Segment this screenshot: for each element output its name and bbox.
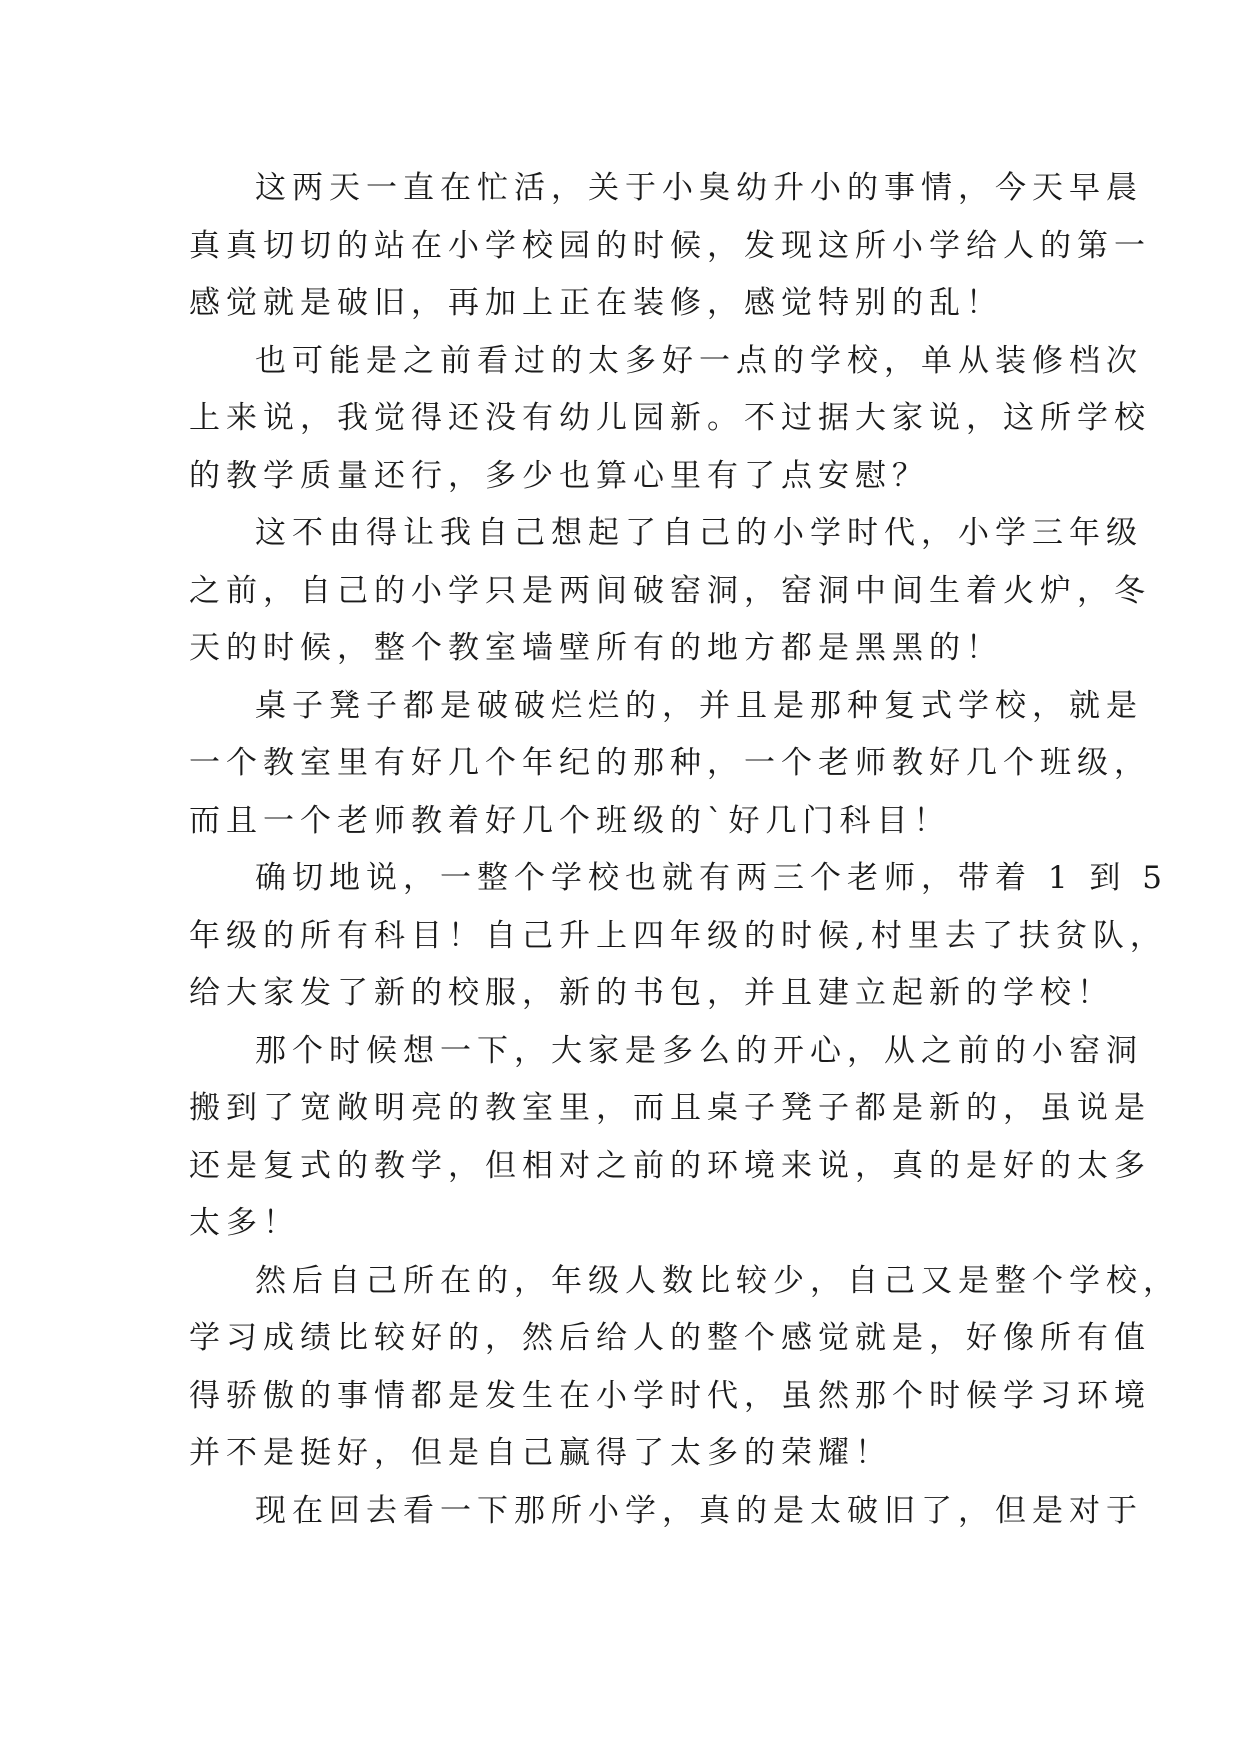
paragraph-3-line-2: 之前，自己的小学只是两间破窑洞，窑洞中间生着火炉，冬 xyxy=(189,572,1151,609)
paragraph-3-line-3: 天的时候，整个教室墙壁所有的地方都是黑黑的！ xyxy=(189,630,1003,666)
paragraph-5-line-3: 给大家发了新的校服，新的书包，并且建立起新的学校！ xyxy=(189,975,1114,1011)
paragraph-6-line-3: 还是复式的教学，但相对之前的环境来说，真的是好的太多 xyxy=(189,1147,1151,1184)
paragraph-1-line-2: 真真切切的站在小学校园的时候，发现这所小学给人的第一 xyxy=(189,227,1151,264)
document-body xyxy=(189,160,1180,1540)
paragraph-1-line-3: 感觉就是破旧，再加上正在装修，感觉特别的乱！ xyxy=(189,285,1003,321)
paragraph-4-line-2: 一个教室里有好几个年纪的那种，一个老师教好几个班级， xyxy=(189,745,1151,781)
paragraph-1-line-1: 这两天一直在忙活，关于小臭幼升小的事情，今天早晨 xyxy=(255,170,1143,206)
paragraph-6-line-4: 太多！ xyxy=(189,1205,300,1241)
paragraph-6-line-2: 搬到了宽敞明亮的教室里，而且桌子凳子都是新的，虽说是 xyxy=(189,1090,1151,1126)
paragraph-2-line-2: 上来说，我觉得还没有幼儿园新。不过据大家说，这所学校 xyxy=(189,400,1151,436)
paragraph-4-line-3: 而且一个老师教着好几个班级的`好几门科目！ xyxy=(189,802,951,839)
paragraph-3-line-1: 这不由得让我自己想起了自己的小学时代，小学三年级 xyxy=(255,515,1143,551)
paragraph-7-line-2: 学习成绩比较好的，然后给人的整个感觉就是，好像所有值 xyxy=(189,1320,1151,1356)
paragraph-6-line-1: 那个时候想一下，大家是多么的开心，从之前的小窑洞 xyxy=(255,1032,1143,1069)
paragraph-5-line-2: 年级的所有科目！自己升上四年级的时候,村里去了扶贫队， xyxy=(189,917,1167,954)
paragraph-8-line-1: 现在回去看一下那所小学，真的是太破旧了，但是对于 xyxy=(255,1492,1143,1529)
paragraph-2-line-3: 的教学质量还行，多少也算心里有了点安慰？ xyxy=(189,457,929,494)
paragraph-7-line-4: 并不是挺好，但是自己赢得了太多的荣耀！ xyxy=(189,1435,892,1471)
paragraph-7-line-3: 得骄傲的事情都是发生在小学时代，虽然那个时候学习环境 xyxy=(189,1377,1151,1414)
paragraph-4-line-1: 桌子凳子都是破破烂烂的，并且是那种复式学校，就是 xyxy=(255,687,1143,724)
paragraph-7-line-1: 然后自己所在的，年级人数比较少，自己又是整个学校， xyxy=(255,1262,1180,1299)
paragraph-5-line-1: 确切地说，一整个学校也就有两三个老师，带着 1 到 5 xyxy=(255,860,1169,896)
paragraph-2-line-1: 也可能是之前看过的太多好一点的学校，单从装修档次 xyxy=(255,342,1143,379)
